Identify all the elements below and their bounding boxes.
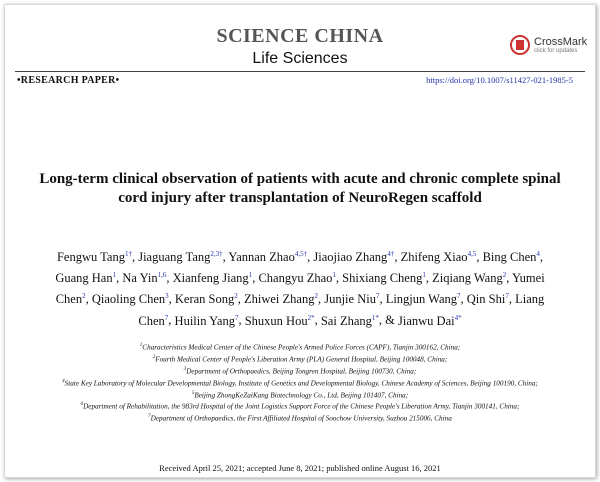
affiliation-number: 1 bbox=[139, 343, 143, 348]
author-name: Lingjun Wang$^7$ bbox=[385, 292, 461, 307]
crossmark-hint: click for updates bbox=[534, 47, 578, 54]
affiliation-number: 4 bbox=[62, 378, 65, 384]
author-name: Zhifeng Xiao$^{4,5}$ bbox=[400, 250, 477, 265]
author-name: Shuxun Hou$^{2*}$ bbox=[244, 313, 315, 328]
author-affiliation-marker: 2* bbox=[307, 313, 315, 322]
author-name: Qiaoling Chen$^3$ bbox=[91, 292, 169, 307]
author-name: Keran Song$^2$ bbox=[174, 292, 238, 307]
author-name: Ziqiang Wang$^2$ bbox=[432, 271, 507, 286]
journal-header bbox=[5, 25, 595, 68]
author-name: Qin Shi$^7$ bbox=[466, 292, 509, 307]
author-name: Zhiwei Zhang$^2$ bbox=[244, 292, 318, 307]
author-name: Changyu Zhao$^1$ bbox=[258, 271, 336, 286]
author-affiliation-marker: 1 bbox=[112, 271, 117, 280]
affiliation bbox=[35, 389, 565, 401]
affiliation-number: 7 bbox=[148, 414, 151, 420]
author-affiliation-marker: 7 bbox=[505, 292, 509, 301]
journal-subtitle: Life Sciences bbox=[252, 50, 348, 67]
author-affiliation-marker: 1 bbox=[332, 271, 336, 280]
author-name: Xianfeng Jiang$^1$ bbox=[172, 271, 253, 286]
affiliation-list bbox=[35, 341, 565, 424]
author-affiliation-marker: 7 bbox=[457, 292, 461, 301]
affiliation-number: 3 bbox=[183, 366, 187, 372]
author-name: Fengwu Tang$^{1\dagger}$ bbox=[56, 250, 132, 265]
author-name: Jiaojiao Zhang$^{4\dagger}$ bbox=[313, 250, 395, 265]
header-divider bbox=[15, 71, 585, 72]
author-name: Jianwu Dai$^{4*}$ bbox=[398, 313, 462, 328]
affiliation bbox=[35, 400, 565, 412]
crossmark-badge[interactable] bbox=[510, 35, 587, 55]
paper-page bbox=[4, 4, 596, 478]
author-affiliation-marker: 1† bbox=[124, 250, 132, 258]
author-affiliation-marker: 1,6 bbox=[157, 271, 167, 280]
article-type: •RESEARCH PAPER• bbox=[17, 75, 120, 86]
affiliation bbox=[35, 377, 565, 389]
affiliation bbox=[35, 353, 565, 365]
crossmark-icon bbox=[510, 35, 530, 55]
author-affiliation-marker: 2 bbox=[314, 292, 318, 301]
author-name: Jiaguang Tang$^{2,3\dagger}$ bbox=[138, 250, 223, 265]
author-name: Junjie Niu$^7$ bbox=[324, 292, 380, 307]
author-affiliation-marker: 1* bbox=[371, 313, 379, 322]
author-name: Liang Chen$^7$ bbox=[138, 292, 545, 328]
author-affiliation-marker: 1 bbox=[422, 271, 426, 280]
affiliation-text: Department of Rehabilitation, the 983rd Hospital of the Joint Logistics Support Force of the Chinese People's Liberation Army, Tianjin 300141, China; bbox=[83, 402, 520, 411]
received-dates: Received April 25, 2021; accepted June 8, 2021; published online August 16, 2021 bbox=[159, 463, 441, 473]
author-affiliation-marker: 4 bbox=[536, 250, 540, 258]
affiliation-number: 5 bbox=[191, 390, 195, 396]
doi-link[interactable]: https://doi.org/10.1007/s11427-021-1985-5 bbox=[426, 75, 573, 85]
author-name: Na Yin$^{1,6}$ bbox=[122, 271, 167, 286]
author-name: Huilin Yang$^7$ bbox=[174, 313, 239, 328]
affiliation-number: 6 bbox=[80, 402, 84, 408]
crossmark-title: CrossMark bbox=[534, 35, 588, 48]
affiliation-number: 2 bbox=[152, 354, 156, 360]
affiliation-text: Department of Orthopaedics, the First Affiliated Hospital of Soochow University, Suzhou 215006, China bbox=[150, 414, 452, 423]
affiliation bbox=[35, 341, 565, 353]
author-affiliation-marker: 2 bbox=[234, 292, 238, 301]
author-list: Fengwu Tang$^{1\dagger}$, Jiaguang Tang$^{2,3\dagger}$, Yannan Zhao$^{4,5\dagger}$, Jiaojiao Zhang$^{4\dagger}$, Zhifeng Xiao$^{4,5}$, Bing Chen$^4$, Guang Han$^1$, Na Yin$^{1,6}$, Xianfeng Jiang$^1$, Changyu Zhao$^1$, Shixiang Cheng$^1$, Ziqiang Wang$^2$, Yumei Chen$^2$, Qiaoling Chen$^3$, Keran Song$^2$, Zhiwei Zhang$^2$, Junjie Niu$^7$, Lingjun Wang$^7$, Qin Shi$^7$, Liang Chen$^7$, Huilin Yang$^7$, Shuxun Hou$^{2*}$, Sai Zhang$^{1*}$, & Jianwu Dai$^{4*}$ bbox=[55, 250, 545, 328]
author-affiliation-marker: 7 bbox=[164, 313, 169, 322]
journal-name: SCIENCE CHINA bbox=[216, 25, 384, 47]
author-affiliation-marker: 7 bbox=[234, 313, 239, 322]
author-affiliation-marker: 2 bbox=[82, 292, 86, 301]
author-affiliation-marker: 2,3† bbox=[210, 250, 223, 258]
author-name: Yannan Zhao$^{4,5\dagger}$ bbox=[228, 250, 308, 265]
author-affiliation-marker: 4† bbox=[387, 250, 395, 258]
author-affiliation-marker: 4* bbox=[454, 313, 462, 322]
affiliation bbox=[35, 365, 565, 377]
author-affiliation-marker: 4,5† bbox=[294, 250, 308, 258]
affiliation-text: State Key Laboratory of Molecular Developmental Biology, Institute of Genetics and Developmental Biology, Chinese Academy of Sciences, Beijing 100190, China; bbox=[64, 379, 538, 388]
affiliation-text: Department of Orthopaedics, Beijing Tongren Hospital, Beijing 100730, China; bbox=[186, 367, 417, 376]
affiliation-text: Beijing ZhongKeZaiKang Biotechnology Co., Ltd, Beijing 101407, China; bbox=[194, 390, 409, 399]
affiliation-text: Fourth Medical Center of People's Liberation Army (PLA) General Hospital, Beijing 100048, China; bbox=[155, 355, 448, 364]
author-affiliation-marker: 2 bbox=[502, 271, 507, 280]
author-name: Guang Han$^1$ bbox=[55, 271, 117, 286]
author-name: Shixiang Cheng$^1$ bbox=[342, 271, 426, 286]
author-affiliation-marker: 3 bbox=[165, 292, 169, 301]
author-affiliation-marker: 1 bbox=[248, 271, 253, 280]
paper-title: Long-term clinical observation of patients with acute and chronic complete spinal cord injury after transplantation of NeuroRegen scaffold bbox=[39, 171, 561, 206]
affiliation-text: Characteristics Medical Center of the Chinese People's Armed Police Forces (CAPF), Tianjin 300162, China; bbox=[142, 343, 461, 352]
author-affiliation-marker: 7 bbox=[375, 292, 380, 301]
author-name: Yumei Chen$^2$ bbox=[55, 271, 545, 307]
affiliation bbox=[35, 412, 565, 424]
author-name: Bing Chen$^4$ bbox=[482, 250, 540, 265]
author-affiliation-marker: 4,5 bbox=[467, 250, 477, 258]
author-name: Sai Zhang$^{1*}$ bbox=[320, 313, 379, 328]
